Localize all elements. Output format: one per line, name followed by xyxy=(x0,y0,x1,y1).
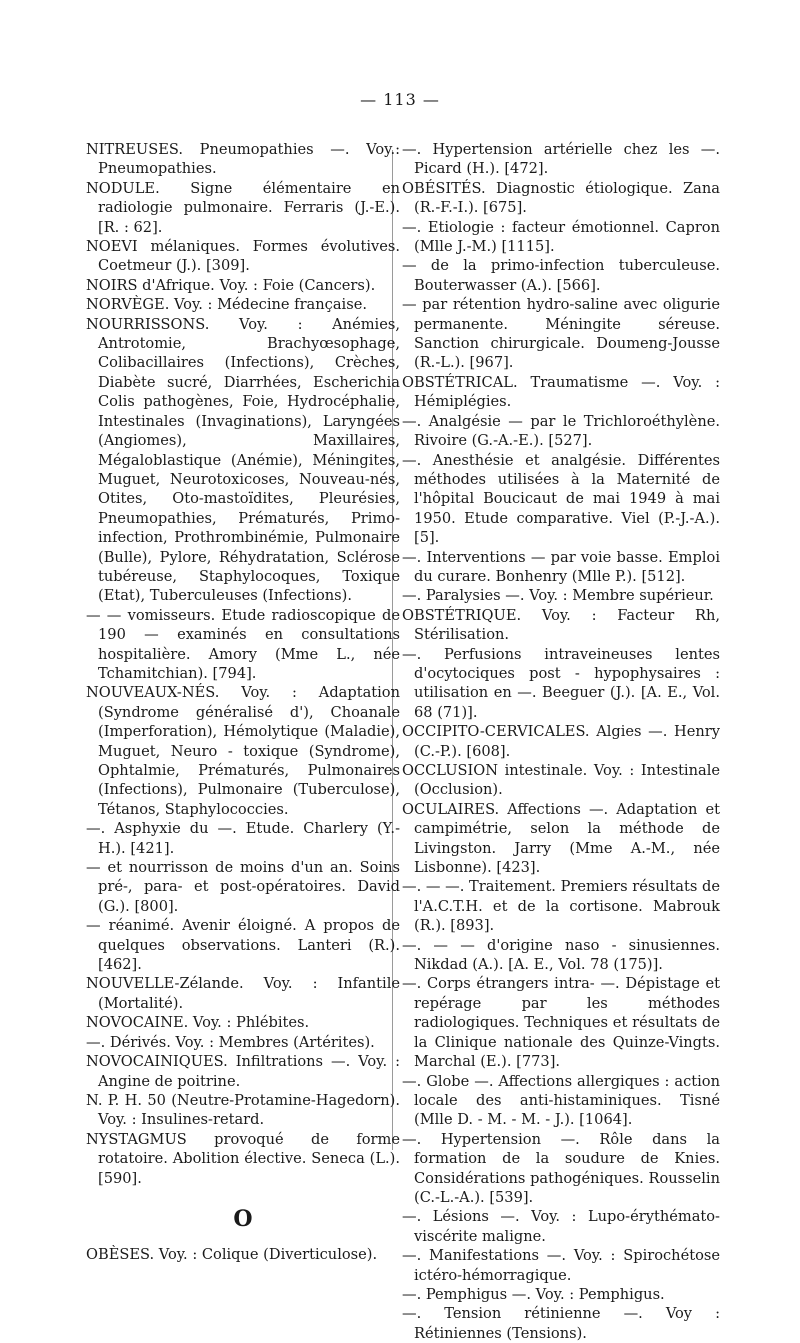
index-entry: —. Hypertension artérielle chez les —. Picard (H.). [472]. xyxy=(402,141,720,178)
index-entry: —. Analgésie — par le Trichloroéthylène. Rivoire (G.-A.-E.). [527]. xyxy=(402,412,720,450)
index-entry: —. Asphyxie du —. Etude. Charlery (Y.-H.). [421]. xyxy=(86,820,400,857)
index-entry: — réanimé. Avenir éloigné. A propos de quelques observations. Lanteri (R.). [462]. xyxy=(86,917,400,974)
index-entry: NOVOCAINE. Voy. : Phlébites. xyxy=(86,1014,310,1032)
index-entry: —. Globe —. Affections allergiques : action locale des anti-histaminiques. Tisné (Mlle D. - M. - M. - J.). [1064]. xyxy=(402,1072,720,1129)
index-entry: —. Paralysies —. Voy. : Membre supérieur. xyxy=(402,587,714,605)
index-entry: —. Pemphigus —. Voy. : Pemphigus. xyxy=(402,1285,665,1303)
index-entry: NOURRISSONS. Voy. : Anémies, Antrotomie, Brachyœsophage, Colibacillaires (Infections), Crèches, Diabète sucré, Diarrhées, Escherichia Colis pathogènes, Foie, Hydrocéphalie, Intestinales (Invaginations), Laryngées (Angiomes), Maxillaires, Mégaloblastique (Anémie), Méningites, Muguet, Neurotoxicoses, Nouveau-nés, Otites, Oto-mastoïdites, Pleurésies, Pneumopathies, Prématurés, Primo-infection, Prothrombinémie, Pulmonaire (Bulle), Pylore, Réhydratation, Sclérose tubéreuse, Staphylocoques, Toxique (Etat), Tuberculeuses (Infections). xyxy=(86,315,400,605)
index-entry: OCULAIRES. Affections —. Adaptation et campimétrie, selon la méthode de Livingston. Jarry (Mme A.-M., née Lisbonne). [423]. xyxy=(402,800,720,877)
index-entry: NOIRS d'Afrique. Voy. : Foie (Cancers). xyxy=(86,276,376,294)
index-entry: OCCLUSION intestinale. Voy. : Intestinale (Occlusion). xyxy=(402,762,720,799)
index-entry: — et nourrisson de moins d'un an. Soins pré-, para- et post-opératoires. David (G.). [800]. xyxy=(86,859,400,915)
index-entry: NOUVEAUX-NÉS. Voy. : Adaptation (Syndrome généralisé d'), Choanale (Imperforation), Hémolytique (Maladie), Muguet, Neuro - toxique (Syndrome), Ophtalmie, Prématurés, Pulmonaires (Infections), Pulmonaire (Tuberculose), Tétanos, Staphylococcies. xyxy=(86,684,400,818)
index-entry: N. P. H. 50 (Neutre-Protamine-Hagedorn). Voy. : Insulines-retard. xyxy=(86,1091,400,1129)
index-entry: — par rétention hydro-saline avec oligurie permanente. Méningite séreuse. Sanction chirurgicale. Doumeng-Jousse (R.-L.). [967]. xyxy=(402,296,720,372)
section-letter: O xyxy=(233,1205,253,1232)
index-entry: —. Perfusions intraveineuses lentes d'ocytociques post - hypophysaires : utilisation en —. Beeguer (J.). [A. E., Vol. 68 (71)]. xyxy=(402,645,720,721)
index-entry: OCCIPITO-CERVICALES. Algies —. Henry (C.-P.). [608]. xyxy=(402,723,720,760)
index-entry: —. Lésions —. Voy. : Lupo-érythémato-viscérite maligne. xyxy=(402,1208,720,1245)
page-number: — 113 — xyxy=(360,90,440,109)
index-entry: OBSTÉTRICAL. Traumatisme —. Voy. : Hémiplégies. xyxy=(402,373,720,411)
index-entry: —. Interventions — par voie basse. Emploi du curare. Bonhenry (Mlle P.). [512]. xyxy=(402,548,720,585)
index-entry: NORVÈGE. Voy. : Médecine française. xyxy=(86,296,367,314)
index-entry: —. Dérivés. Voy. : Membres (Artérites). xyxy=(86,1033,375,1051)
index-entry: OBSTÉTRIQUE. Voy. : Facteur Rh, Stérilisation. xyxy=(402,606,720,644)
index-entry: — de la primo-infection tuberculeuse. Bouterwasser (A.). [566]. xyxy=(402,257,720,294)
index-entry: —. — — d'origine naso - sinusiennes. Nikdad (A.). [A. E., Vol. 78 (175)]. xyxy=(402,936,720,974)
index-entry: —. Etiologie : facteur émotionnel. Capron (Mlle J.-M.) [1115]. xyxy=(402,218,720,256)
index-entry: OBÈSES. Voy. : Colique (Diverticulose). xyxy=(86,1246,378,1264)
index-entry: —. Tension rétinienne —. Voy : Rétiniennes (Tensions). xyxy=(402,1305,720,1342)
index-entry: —. Hypertension —. Rôle dans la formation de la soudure de Knies. Considérations pathogéniques. Rousselin (C.-L.-A.). [539]. xyxy=(402,1130,720,1206)
right-column xyxy=(402,140,720,1343)
index-entry: OBÉSITÉS. Diagnostic étiologique. Zana (R.-F.-I.). [675]. xyxy=(402,179,720,217)
index-entry: —. Manifestations —. Voy. : Spirochétose ictéro-hémorragique. xyxy=(402,1247,720,1284)
index-entry: NOVOCAINIQUES. Infiltrations —. Voy. : Angine de poitrine. xyxy=(86,1053,400,1090)
left-column xyxy=(86,140,400,1265)
index-entry: NITREUSES. Pneumopathies —. Voy.: Pneumopathies. xyxy=(86,141,400,178)
index-entry: NOUVELLE-Zélande. Voy. : Infantile (Mortalité). xyxy=(86,975,400,1012)
index-entry: —. — —. Traitement. Premiers résultats de l'A.C.T.H. et de la cortisone. Mabrouk (R.). [893]. xyxy=(402,878,720,935)
index-entry: NOEVI mélaniques. Formes évolutives. Coetmeur (J.). [309]. xyxy=(86,238,400,275)
index-entry: —. Corps étrangers intra- —. Dépistage et repérage par les méthodes radiologiques. Techniques et résultats de la Clinique nationale des Quinze-Vingts. Marchal (E.). [773]. xyxy=(402,975,720,1071)
index-entry: —. Anesthésie et analgésie. Différentes méthodes utilisées à la Maternité de l'hôpital Boucicaut de mai 1949 à mai 1950. Etude comparative. Viel (P.-J.-A.). [5]. xyxy=(402,451,720,547)
index-entry: — — vomisseurs. Etude radioscopique de 190 — examinés en consultations hospitalière. Amory (Mme L., née Tchamitchian). [794]. xyxy=(86,606,400,682)
index-entry: NODULE. Signe élémentaire en radiologie pulmonaire. Ferraris (J.-E.). [R. : 62]. xyxy=(86,179,400,236)
index-entry: NYSTAGMUS provoqué de forme rotatoire. Abolition élective. Seneca (L.). [590]. xyxy=(86,1130,400,1187)
